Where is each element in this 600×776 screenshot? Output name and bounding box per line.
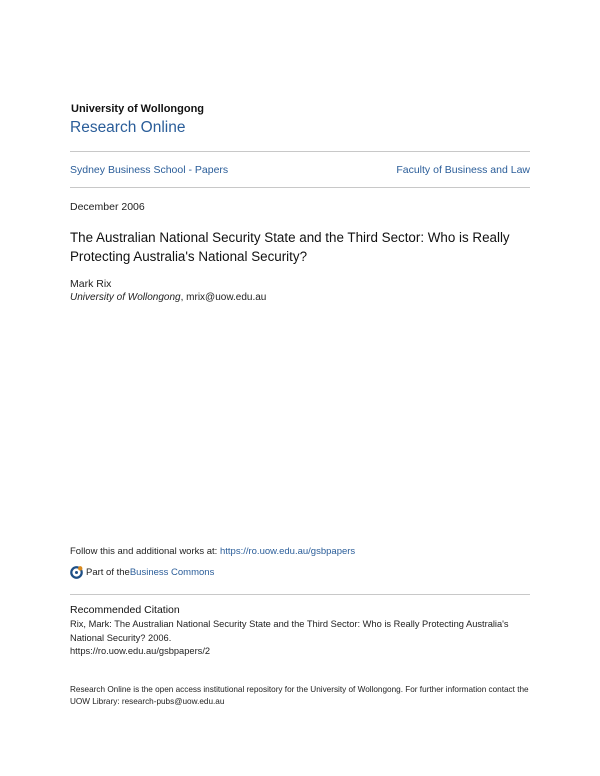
repository-footer: Research Online is the open access institutional repository for the University of Wollongong. For further information contact the UOW Library: research-pubs@uow.edu.au [70, 685, 529, 706]
follow-line [70, 546, 355, 557]
divider-top [70, 151, 530, 152]
series-link[interactable]: Sydney Business School - Papers [70, 164, 229, 176]
publication-date: December 2006 [70, 201, 145, 213]
faculty-link[interactable]: Faculty of Business and Law [396, 164, 530, 176]
follow-prefix: Follow this and additional works at: [70, 546, 220, 557]
repository-link[interactable]: Research Online [70, 119, 186, 136]
citation-body [70, 618, 540, 659]
affiliation-name: University of Wollongong [70, 292, 181, 303]
author-name: Mark Rix [70, 278, 112, 290]
citation-url[interactable]: https://ro.uow.edu.au/gsbpapers/2 [70, 646, 211, 656]
network-icon [70, 566, 83, 579]
divider-series [70, 187, 530, 188]
citation-heading: Recommended Citation [70, 604, 180, 616]
part-of-prefix: Part of the [86, 567, 130, 578]
author-email[interactable]: , mrix@uow.edu.au [180, 292, 267, 303]
institution-name: University of Wollongong [71, 103, 205, 115]
paper-title: The Australian National Security State and the Third Sector: Who is Really Protecting Australia's National Security? [70, 230, 510, 264]
part-of-line [70, 566, 214, 579]
citation-text: Rix, Mark: The Australian National Security State and the Third Sector: Who is Really Protecting Australia's National Security? 2006. [70, 619, 509, 643]
author-affiliation [70, 292, 266, 303]
business-commons-link[interactable]: Business Commons [129, 567, 215, 578]
divider-citation [70, 594, 530, 595]
collection-url-link[interactable]: https://ro.uow.edu.au/gsbpapers [219, 546, 356, 557]
